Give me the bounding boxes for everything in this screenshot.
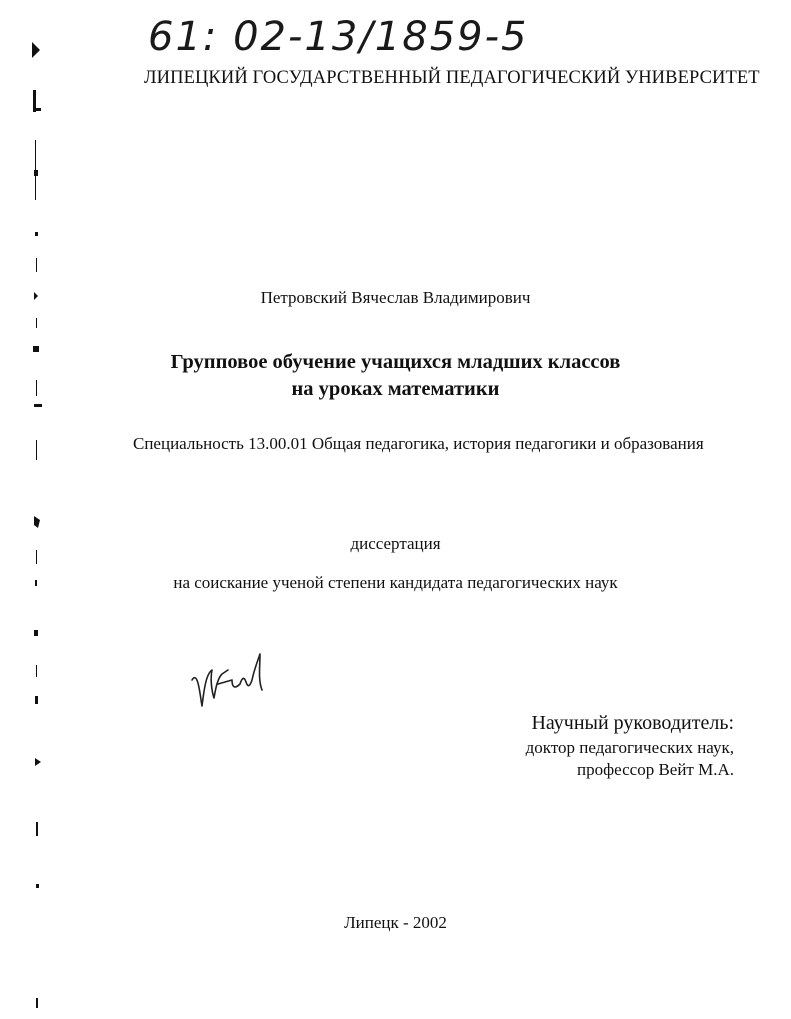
supervisor-degree: доктор педагогических наук, [525,738,734,757]
supervisor-name: профессор Вейт М.А. [577,760,734,779]
dissertation-title [0,349,791,403]
title-line-2: на уроках математики [291,378,500,400]
degree-line: на соискание ученой степени кандидата педагогических наук [173,573,618,592]
supervisor-heading: Научный руководитель: [531,712,734,734]
handwritten-registration-number: 61: 02-13/1859-5 [148,14,529,60]
city-year: Липецк - 2002 [344,913,447,932]
scan-edge-marks [0,0,60,1019]
supervisor-block [526,710,734,781]
author-name: Петровский Вячеслав Владимирович [260,288,531,307]
university-name: ЛИПЕЦКИЙ ГОСУДАРСТВЕННЫЙ ПЕДАГОГИЧЕСКИЙ УНИВЕРСИТЕТ [144,68,760,88]
title-line-1: Групповое обучение учащихся младших классов [170,351,621,373]
signature-image [188,640,268,720]
specialty: Специальность 13.00.01 Общая педагогика, история педагогики и образования [133,434,704,453]
work-type: диссертация [350,534,441,553]
